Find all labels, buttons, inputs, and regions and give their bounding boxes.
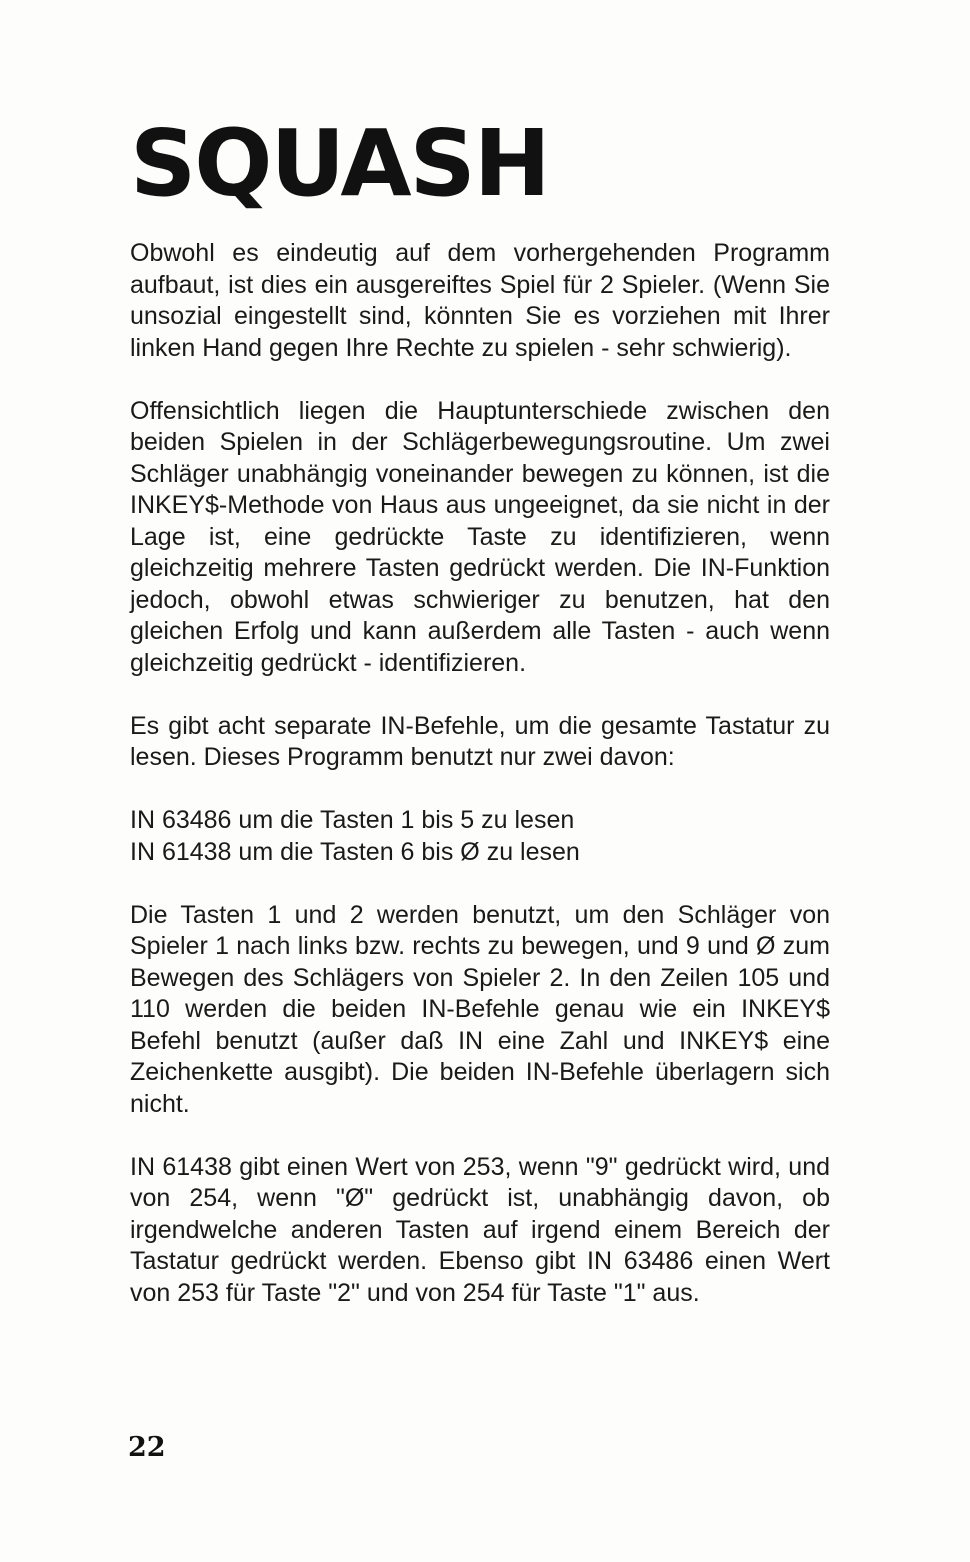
page-title: SQUASH — [130, 110, 549, 217]
paragraph-intro: Obwohl es eindeutig auf dem vorhergehenden Programm aufbaut, ist dies ein ausgereiftes Spiel für 2 Spieler. (Wenn Sie unsozial eingestellt sind, könnten Sie es vorziehen mit Ihrer linken Hand gegen Ihre Rechte zu spielen - sehr schwierig). — [130, 239, 830, 362]
command-list — [130, 805, 830, 868]
paragraph-key-usage: Die Tasten 1 und 2 werden benutzt, um den Schläger von Spieler 1 nach links bzw. rechts zu bewegen, und 9 und Ø zum Bewegen des Schlägers von Spieler 2. In den Zeilen 105 und 110 werden die beiden IN-Befehle genau wie ein INKEY$ Befehl benutzt (außer daß IN eine Zahl und INKEY$ eine Zeichenkette ausgibt). Die beiden IN-Befehle überlagern sich nicht. — [130, 900, 830, 1118]
paragraph-return-values: IN 61438 gibt einen Wert von 253, wenn "9" gedrückt wird, und von 254, wenn "Ø" gedrückt ist, unabhängig davon, ob irgendwelche anderen Tasten auf irgend einem Bereich der Tastatur gedrückt werden. Ebenso gibt IN 63486 einen Wert von 253 für Taste "2" und von 254 für Taste "1" aus. — [130, 1152, 830, 1307]
command-line: IN 61438 um die Tasten 6 bis Ø zu lesen — [130, 837, 580, 866]
paragraph-paddle-routine: Offensichtlich liegen die Hauptunterschiede zwischen den beiden Spielen in der Schlägerbewegungsroutine. Um zwei Schläger unabhängig voneinander bewegen zu können, ist die INKEY$-Methode von Haus aus ungeeignet, da sie nicht in der Lage ist, eine gedrückte Taste zu identifizieren, wenn gleichzeitig mehrere Tasten gedrückt werden. Die IN-Funktion jedoch, obwohl etwas schwieriger zu benutzen, hat den gleichen Erfolg und kann außerdem alle Tasten - auch wenn gleichzeitig gedrückt - identifizieren. — [130, 396, 830, 677]
paragraph-in-commands: Es gibt acht separate IN-Befehle, um die gesamte Tastatur zu lesen. Dieses Programm benutzt nur zwei davon: — [130, 711, 830, 771]
page-number: 22 — [128, 1432, 166, 1463]
command-line: IN 63486 um die Tasten 1 bis 5 zu lesen — [130, 806, 575, 834]
body-text — [130, 238, 830, 1309]
